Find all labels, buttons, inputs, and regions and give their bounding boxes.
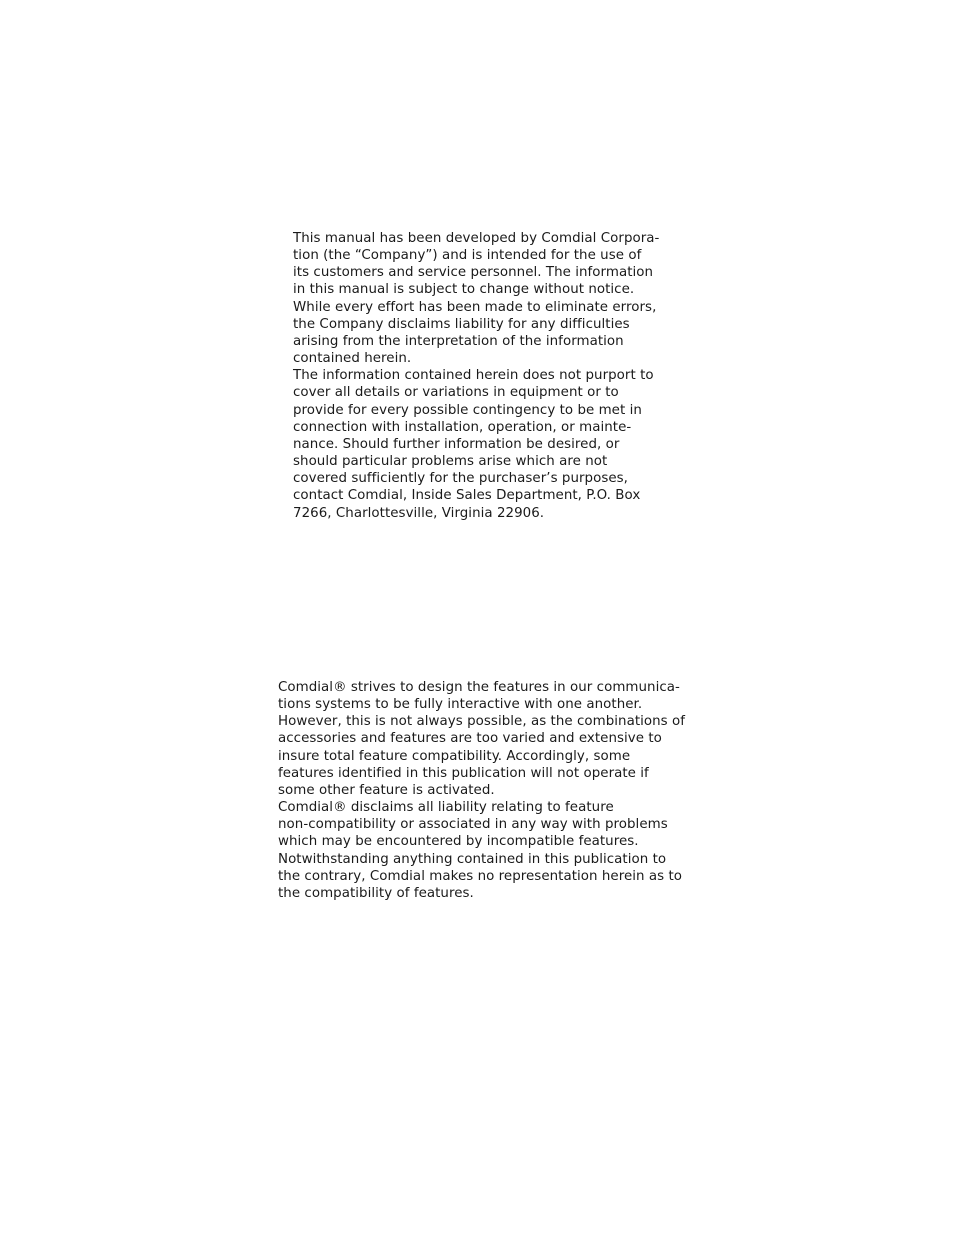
text-line: the Company disclaims liability for any difficulties — [293, 316, 630, 332]
text-line: However, this is not always possible, as the combinations of — [278, 714, 686, 730]
text-line: cover all details or variations in equipment or to — [293, 385, 619, 401]
text-line: its customers and service personnel. The information — [293, 265, 654, 281]
text-line: Notwithstanding anything contained in this publication to — [278, 851, 667, 867]
text-line: tion (the “Company”) and is intended for the use of — [293, 248, 642, 264]
text-line: tions systems to be fully interactive with one another. — [278, 697, 643, 713]
text-line: should particular problems arise which are not — [293, 454, 608, 470]
compatibility-paragraph-1 — [278, 679, 685, 799]
text-line: 7266, Charlottesville, Virginia 22906. — [293, 505, 545, 521]
text-line: the contrary, Comdial makes no representation herein as to — [278, 868, 682, 884]
text-line: the compatibility of features. — [278, 885, 474, 901]
text-line: accessories and features are too varied and extensive to — [278, 731, 662, 747]
text-line: covered sufficiently for the purchaser’s purposes, — [293, 471, 628, 487]
manual-notice-block — [293, 230, 659, 522]
notice-paragraph-2 — [293, 367, 659, 521]
text-line: Comdial® disclaims all liability relating to feature — [278, 800, 614, 816]
text-line: some other feature is activated. — [278, 782, 495, 798]
text-line: contact Comdial, Inside Sales Department, P.O. Box — [293, 488, 641, 504]
text-line: contained herein. — [293, 351, 412, 367]
text-line: which may be encountered by incompatible features. — [278, 834, 639, 850]
text-line: This manual has been developed by Comdial Corpora- — [293, 231, 660, 246]
text-line: in this manual is subject to change without notice. — [293, 282, 635, 298]
compatibility-paragraph-2 — [278, 799, 685, 902]
text-line: Comdial® strives to design the features in our communica- — [278, 680, 680, 695]
text-line: insure total feature compatibility. Accordingly, some — [278, 748, 631, 764]
text-line: The information contained herein does not purport to — [293, 368, 654, 384]
text-line: provide for every possible contingency to be met in — [293, 402, 642, 418]
notice-paragraph-1 — [293, 230, 659, 367]
text-line: arising from the interpretation of the information — [293, 333, 624, 349]
text-line: features identified in this publication will not operate if — [278, 765, 649, 781]
text-line: While every effort has been made to eliminate errors, — [293, 299, 657, 315]
text-line: connection with installation, operation, or mainte- — [293, 419, 632, 435]
feature-compatibility-block — [278, 679, 685, 902]
text-line: nance. Should further information be desired, or — [293, 436, 620, 452]
text-line: non-compatibility or associated in any way with problems — [278, 817, 668, 833]
